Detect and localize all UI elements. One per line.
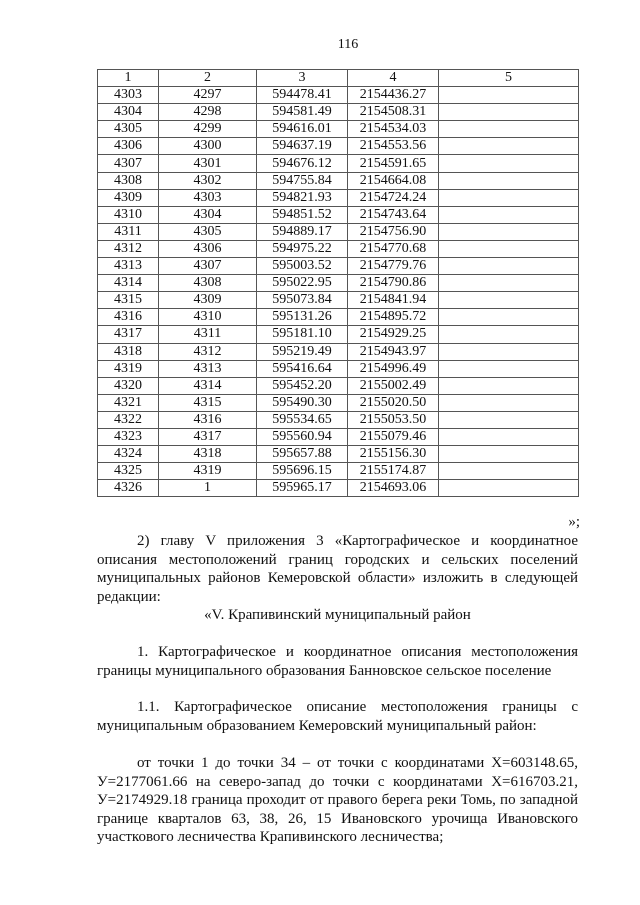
column-header: 1 (98, 70, 159, 87)
table-cell: 595219.49 (257, 343, 348, 360)
table-cell (439, 292, 579, 309)
table-cell: 4306 (98, 138, 159, 155)
table-cell: 594616.01 (257, 121, 348, 138)
table-cell: 4310 (159, 309, 257, 326)
table-row (98, 292, 579, 309)
table-cell (439, 394, 579, 411)
table-cell (439, 172, 579, 189)
table-cell: 4317 (159, 428, 257, 445)
table-cell: 4300 (159, 138, 257, 155)
table-cell: 2154841.94 (348, 292, 439, 309)
table-cell: 4316 (98, 309, 159, 326)
table-cell (439, 326, 579, 343)
table-cell: 594889.17 (257, 223, 348, 240)
table-cell: 1 (159, 480, 257, 497)
table-cell: 594975.22 (257, 240, 348, 257)
table-cell: 4317 (98, 326, 159, 343)
table-cell: 2154756.90 (348, 223, 439, 240)
table-cell (439, 155, 579, 172)
table-row (98, 223, 579, 240)
table-cell (439, 446, 579, 463)
table-cell: 4322 (98, 411, 159, 428)
table-cell: 4303 (98, 87, 159, 104)
table-row (98, 446, 579, 463)
table-cell: 4314 (159, 377, 257, 394)
table-cell: 4304 (159, 206, 257, 223)
table-cell (439, 275, 579, 292)
table-cell: 2154591.65 (348, 155, 439, 172)
table-cell: 2155174.87 (348, 463, 439, 480)
table-cell: 2154770.68 (348, 240, 439, 257)
table-cell: 2154996.49 (348, 360, 439, 377)
table-cell: 2154724.24 (348, 189, 439, 206)
table-cell: 2155053.50 (348, 411, 439, 428)
table-cell (439, 223, 579, 240)
table-cell: 4308 (98, 172, 159, 189)
table-cell: 4311 (159, 326, 257, 343)
table-row (98, 360, 579, 377)
table-cell: 4305 (98, 121, 159, 138)
table-cell: 4324 (98, 446, 159, 463)
table-cell: 595657.88 (257, 446, 348, 463)
table-row (98, 463, 579, 480)
column-header: 4 (348, 70, 439, 87)
table-cell: 4298 (159, 104, 257, 121)
table-cell: 4319 (98, 360, 159, 377)
table-cell: 4302 (159, 172, 257, 189)
table-cell: 4307 (159, 258, 257, 275)
table-cell: 2154436.27 (348, 87, 439, 104)
paragraph-1: 1. Картографическое и координатное описания местоположения границы муниципального образования Банновское сельское поселение (97, 644, 578, 679)
table-row (98, 138, 579, 155)
table-cell: 594637.19 (257, 138, 348, 155)
table-cell: 4311 (98, 223, 159, 240)
table-cell: 4305 (159, 223, 257, 240)
table-row (98, 394, 579, 411)
table-cell: 4319 (159, 463, 257, 480)
table-row (98, 121, 579, 138)
table-cell: 4307 (98, 155, 159, 172)
table-cell: 2154508.31 (348, 104, 439, 121)
table-cell: 4310 (98, 206, 159, 223)
table-row (98, 428, 579, 445)
table-cell: 594821.93 (257, 189, 348, 206)
table-cell: 4303 (159, 189, 257, 206)
table-cell: 594851.52 (257, 206, 348, 223)
table-cell: 2154553.56 (348, 138, 439, 155)
table-cell: 2155156.30 (348, 446, 439, 463)
table-cell (439, 428, 579, 445)
table-cell: 4320 (98, 377, 159, 394)
table-cell: 4309 (98, 189, 159, 206)
table-cell (439, 480, 579, 497)
table-cell: 2154779.76 (348, 258, 439, 275)
table-cell: 594755.84 (257, 172, 348, 189)
section-title: «V. Крапивинский муниципальный район (204, 607, 471, 623)
table-cell: 595534.65 (257, 411, 348, 428)
table-row (98, 155, 579, 172)
table-row (98, 87, 579, 104)
table-cell: 2154693.06 (348, 480, 439, 497)
table-cell: 2154895.72 (348, 309, 439, 326)
table-cell: 595696.15 (257, 463, 348, 480)
table-row (98, 309, 579, 326)
table-cell (439, 240, 579, 257)
table-cell: 2154943.97 (348, 343, 439, 360)
table-cell: 2155079.46 (348, 428, 439, 445)
table-cell: 4313 (159, 360, 257, 377)
table-cell: 4323 (98, 428, 159, 445)
table-cell (439, 377, 579, 394)
table-cell: 595416.64 (257, 360, 348, 377)
table-cell: 4326 (98, 480, 159, 497)
table-cell: 595560.94 (257, 428, 348, 445)
table-cell (439, 138, 579, 155)
column-header: 2 (159, 70, 257, 87)
table-cell: 4297 (159, 87, 257, 104)
paragraph-2: 2) главу V приложения 3 «Картографическое и координатное описания местоположений границ городских и сельских поселений муниципальных районов Кемеровской области» изложить в следующей редакции: (97, 533, 578, 605)
table-row (98, 258, 579, 275)
table-cell: 2154743.64 (348, 206, 439, 223)
table-cell: 2155002.49 (348, 377, 439, 394)
table-cell (439, 121, 579, 138)
table-cell (439, 343, 579, 360)
table-cell: 4321 (98, 394, 159, 411)
table-cell: 4299 (159, 121, 257, 138)
table-cell: 4309 (159, 292, 257, 309)
table-cell (439, 206, 579, 223)
table-cell: 4325 (98, 463, 159, 480)
table-cell: 2154664.08 (348, 172, 439, 189)
table-cell: 595003.52 (257, 258, 348, 275)
table-row (98, 326, 579, 343)
table-header-row (98, 70, 579, 87)
table-cell: 595490.30 (257, 394, 348, 411)
table-row (98, 206, 579, 223)
closing-quote: »; (568, 514, 580, 530)
table-cell: 4315 (98, 292, 159, 309)
column-header: 5 (439, 70, 579, 87)
table-cell (439, 309, 579, 326)
table-cell (439, 360, 579, 377)
table-cell: 594581.49 (257, 104, 348, 121)
table-cell: 4306 (159, 240, 257, 257)
table-row (98, 411, 579, 428)
table-cell: 4313 (98, 258, 159, 275)
column-header: 3 (257, 70, 348, 87)
table-cell: 594478.41 (257, 87, 348, 104)
table-row (98, 172, 579, 189)
table-cell: 595181.10 (257, 326, 348, 343)
table-cell: 4301 (159, 155, 257, 172)
table-cell: 595965.17 (257, 480, 348, 497)
table-cell: 595073.84 (257, 292, 348, 309)
table-cell (439, 87, 579, 104)
table-cell: 4304 (98, 104, 159, 121)
table-row (98, 275, 579, 292)
table-cell: 4312 (98, 240, 159, 257)
table-cell: 4308 (159, 275, 257, 292)
table-cell (439, 411, 579, 428)
paragraph-points: от точки 1 до точки 34 – от точки с координатами Х=603148.65, У=2177061.66 на северо-запад до точки с координатами Х=616703.21, У=2174929.18 граница проходит от правого берега реки Томь, по западной границе кварталов 63, 38, 26, 15 Ивановского урочища Ивановского участкового лесничества Крапивинского лесничества; (97, 755, 578, 846)
table-row (98, 480, 579, 497)
paragraph-1-1: 1.1. Картографическое описание местоположения границы с муниципальным образованием Кемеровский муниципальный район: (97, 699, 578, 734)
table-cell: 4315 (159, 394, 257, 411)
page-number: 116 (337, 37, 359, 52)
coordinates-table (97, 69, 579, 497)
table-cell (439, 258, 579, 275)
table-cell: 4316 (159, 411, 257, 428)
table-cell: 595022.95 (257, 275, 348, 292)
table-row (98, 104, 579, 121)
table-cell: 594676.12 (257, 155, 348, 172)
table-cell: 4318 (159, 446, 257, 463)
table-cell: 2154790.86 (348, 275, 439, 292)
table-cell: 2155020.50 (348, 394, 439, 411)
table-cell: 595131.26 (257, 309, 348, 326)
table-row (98, 377, 579, 394)
table-cell (439, 104, 579, 121)
table-row (98, 343, 579, 360)
table-cell: 4312 (159, 343, 257, 360)
table-cell: 2154534.03 (348, 121, 439, 138)
table-row (98, 240, 579, 257)
table-cell: 4314 (98, 275, 159, 292)
table-cell: 4318 (98, 343, 159, 360)
table-row (98, 189, 579, 206)
table-cell: 2154929.25 (348, 326, 439, 343)
table-cell: 595452.20 (257, 377, 348, 394)
table-cell (439, 189, 579, 206)
table-cell (439, 463, 579, 480)
